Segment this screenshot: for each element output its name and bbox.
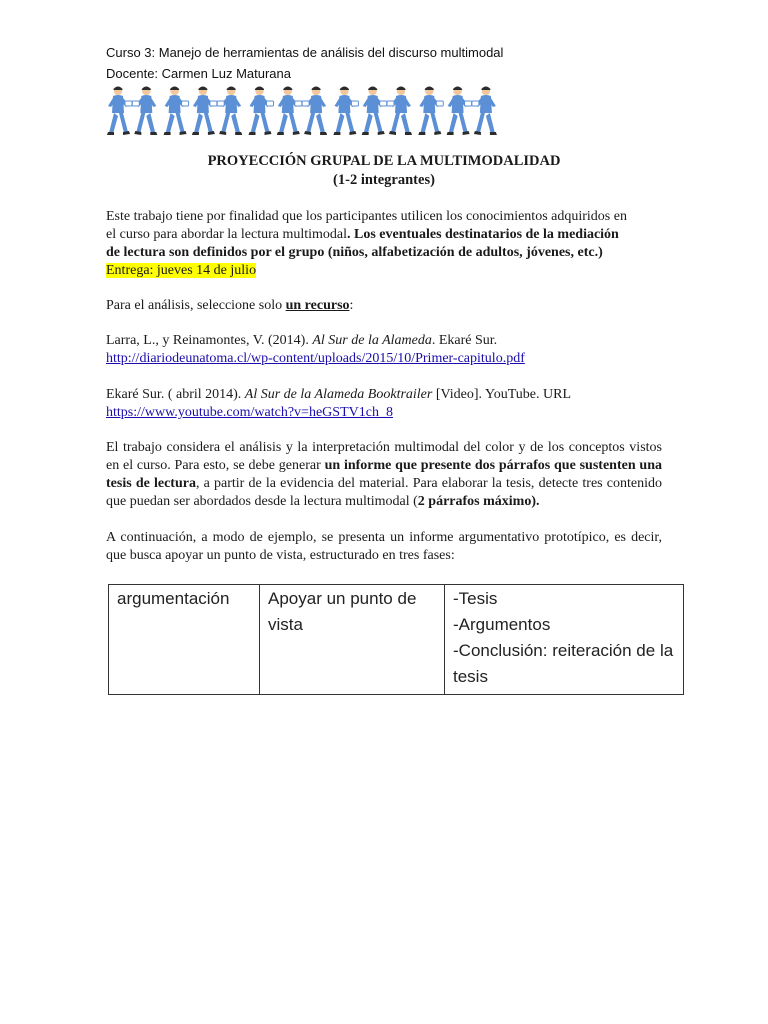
walking-reader-icon <box>472 87 497 136</box>
course-title: Curso 3: Manejo de herramientas de análisis del discurso multimodal <box>106 45 504 60</box>
phase-arguments: -Argumentos <box>453 615 551 634</box>
purpose-cell: Apoyar un punto de vista <box>260 585 445 695</box>
deadline-highlight: Entrega: jueves 14 de julio <box>106 263 257 278</box>
phases-cell <box>445 585 684 695</box>
phase-thesis: -Tesis <box>453 589 498 608</box>
walking-reader-icon <box>418 87 443 136</box>
walking-reader-icon <box>132 87 157 136</box>
intro-paragraph <box>106 208 662 280</box>
walking-reader-icon <box>164 87 189 136</box>
reference-1-link[interactable]: http://diariodeunatoma.cl/wp-content/uploads/2015/10/Primer-capitulo.pdf <box>106 351 525 366</box>
deadline-line <box>106 262 662 280</box>
walking-reader-icon <box>249 87 274 136</box>
walking-reader-icon <box>333 87 358 136</box>
walking-readers-banner <box>104 84 504 138</box>
walking-reader-icon <box>217 87 242 136</box>
reference-1: Larra, L., y Reinamontes, V. (2014). Al Sur de la Alameda. Ekaré Sur. http://diariodeunatoma.cl/wp-content/uploads/2015/10/Primer-capitulo.pdf <box>106 333 525 366</box>
table-row <box>109 585 684 695</box>
reference-2-title: Al Sur de la Alameda Booktrailer <box>244 387 433 402</box>
intro-line-3: de lectura son definidos por el grupo (niños, alfabetización de adultos, jóvenes, etc.) <box>106 245 603 260</box>
argumentation-table <box>108 584 684 695</box>
instructions-paragraph: El trabajo considera el análisis y la interpretación multimodal del color y de los conceptos vistos en el curso. Para esto, se debe generar un informe que presente dos párrafos que sustenten una tesis de lectura, a partir de la evidencia del material. Para elaborar la tesis, detecte tres contenido que puedan ser abordados desde la lectura multimodal (2 párrafos máximo). <box>106 440 662 509</box>
walking-reader-icon <box>277 87 302 136</box>
one-resource-emphasis: un recurso <box>285 298 350 313</box>
walking-reader-icon <box>362 87 387 136</box>
reference-1-title: Al Sur de la Alameda <box>312 333 432 348</box>
report-requirement-bold: un informe que presente dos párrafos que sustenten una tesis de lectura <box>106 458 662 491</box>
document-subtitle: (1-2 integrantes) <box>333 172 435 188</box>
recipients-bold-text: . Los eventuales destinatarios de la mediación <box>347 227 619 242</box>
teacher-name: Docente: Carmen Luz Maturana <box>106 66 291 81</box>
walking-reader-icon <box>192 87 217 136</box>
phase-conclusion: -Conclusión: reiteración de la tesis <box>453 641 674 686</box>
walking-reader-icon <box>387 87 412 136</box>
example-intro-paragraph: A continuación, a modo de ejemplo, se presenta un informe argumentativo prototípico, es decir, que busca apoyar un punto de vista, estructurado en tres fases: <box>106 530 662 563</box>
walking-reader-icon <box>107 87 132 136</box>
intro-line-1: Este trabajo tiene por finalidad que los participantes utilicen los conocimientos adquiridos en <box>106 209 627 224</box>
text-type-cell: argumentación <box>109 585 260 695</box>
max-paragraphs-bold: 2 párrafos máximo). <box>417 494 540 509</box>
walking-reader-icon <box>302 87 327 136</box>
document-title: PROYECCIÓN GRUPAL DE LA MULTIMODALIDAD <box>207 153 561 169</box>
intro-line-2: el curso para abordar la lectura multimodal. Los eventuales destinatarios de la mediación <box>106 227 619 242</box>
select-resource-line: Para el análisis, seleccione solo un recurso: <box>106 298 354 313</box>
reference-2: Ekaré Sur. ( abril 2014). Al Sur de la Alameda Booktrailer [Video]. YouTube. URL https://www.youtube.com/watch?v=heGSTV1ch_8 <box>106 387 572 420</box>
walking-reader-icon <box>447 87 472 136</box>
reference-2-link[interactable]: https://www.youtube.com/watch?v=heGSTV1ch_8 <box>106 405 393 420</box>
